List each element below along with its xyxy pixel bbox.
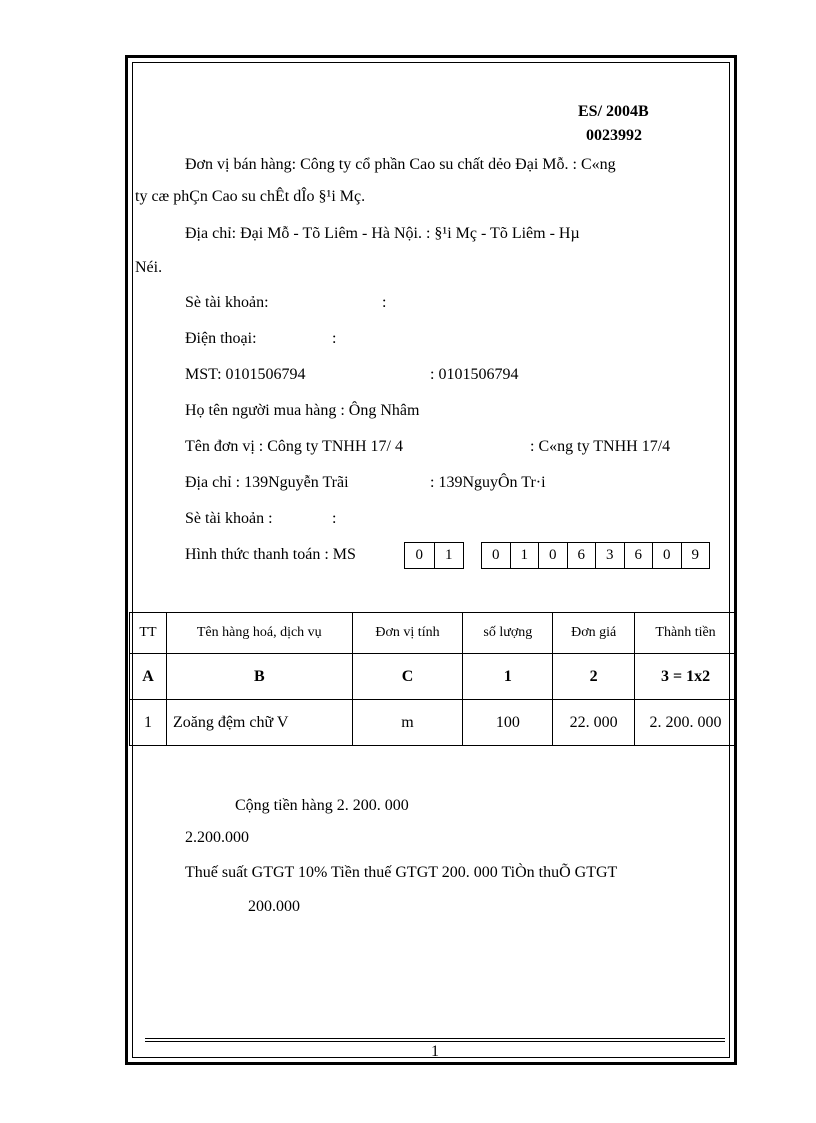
ms-digit: 0 [652, 543, 681, 568]
table-cell: 2. 200. 000 [635, 700, 737, 746]
seller-address-line1: Địa chỉ: Đại Mỗ - Tõ Liêm - Hà Nội. : §¹i Mç - Tõ Liêm - Hµ [185, 225, 580, 242]
ms-digit: 0 [492, 547, 500, 563]
table-header-cell: Thành tiền [635, 613, 737, 654]
table-cell: m [352, 700, 463, 746]
seller-account-colon: : [382, 294, 387, 311]
table-cell: 22. 000 [553, 700, 635, 746]
table-header-row [130, 613, 737, 654]
ms-digit: 6 [567, 543, 596, 568]
vat-line: Thuế suất GTGT 10% Tiền thuế GTGT 200. 000 TiÒn thuÕ GTGT [185, 864, 618, 881]
ms-box-group2 [481, 542, 710, 569]
invoice-code: ES/ 2004B [578, 103, 649, 120]
table-code-row [130, 654, 737, 700]
seller-mst: MST: 0101506794 [185, 366, 306, 383]
ms-digit: 1 [434, 543, 464, 568]
table-header-cell: TT [130, 613, 167, 654]
seller-phone-colon: : [332, 330, 337, 347]
table-header-cell: số lượng [463, 613, 553, 654]
ms-digit: 1 [510, 543, 539, 568]
ms-digit: 0 [538, 543, 567, 568]
invoice-number: 0023992 [586, 127, 642, 144]
table-header-cell: Tên hàng hoá, dịch vụ [166, 613, 352, 654]
seller-unit-line2: ty cæ phÇn Cao su chÊt dÎo §¹i Mç. [135, 188, 366, 205]
buyer-unit: Tên đơn vị : Công ty TNHH 17/ 4 [185, 438, 403, 455]
table-cell: Zoăng đệm chữ V [166, 700, 352, 746]
seller-mst-alt: : 0101506794 [430, 366, 519, 383]
table-code-cell: C [352, 654, 463, 700]
seller-unit-line1: Đơn vị bán hàng: Công ty cổ phần Cao su chất dẻo Đại Mỗ. : C«ng [185, 156, 616, 173]
ms-box-group1 [404, 542, 464, 569]
vat-alt: 200.000 [248, 898, 300, 915]
page-number: 1 [431, 1043, 439, 1060]
table-code-cell: 3 = 1x2 [635, 654, 737, 700]
buyer-account-colon: : [332, 510, 337, 527]
table-header-cell: Đơn giá [553, 613, 635, 654]
buyer-account-label: Sè tài khoản : [185, 510, 273, 527]
buyer-name: Họ tên người mua hàng : Ông Nhâm [185, 402, 420, 419]
table-row [130, 700, 737, 746]
table-cell: 1 [130, 700, 167, 746]
ms-digit: 0 [415, 547, 423, 563]
buyer-address-alt: : 139NguyÔn Tr·i [430, 474, 546, 491]
ms-digit: 9 [681, 543, 710, 568]
buyer-unit-alt: : C«ng ty TNHH 17/4 [530, 438, 671, 455]
table-code-cell: 1 [463, 654, 553, 700]
ms-digit: 6 [624, 543, 653, 568]
footer-rule-top [145, 1038, 725, 1039]
table-code-cell: A [130, 654, 167, 700]
goods-total: Cộng tiền hàng 2. 200. 000 [235, 797, 409, 814]
table-code-cell: 2 [553, 654, 635, 700]
payment-method-label: Hình thức thanh toán : MS [185, 546, 356, 563]
seller-address-line2: Néi. [135, 259, 163, 276]
table-code-cell: B [166, 654, 352, 700]
items-table [129, 612, 737, 746]
table-cell: 100 [463, 700, 553, 746]
buyer-address: Địa chỉ : 139Nguyễn Trãi [185, 474, 349, 491]
goods-total-alt: 2.200.000 [185, 829, 249, 846]
seller-phone-label: Điện thoại: [185, 330, 257, 347]
table-header-cell: Đơn vị tính [352, 613, 463, 654]
ms-digit: 3 [595, 543, 624, 568]
seller-account-label: Sè tài khoản: [185, 294, 269, 311]
